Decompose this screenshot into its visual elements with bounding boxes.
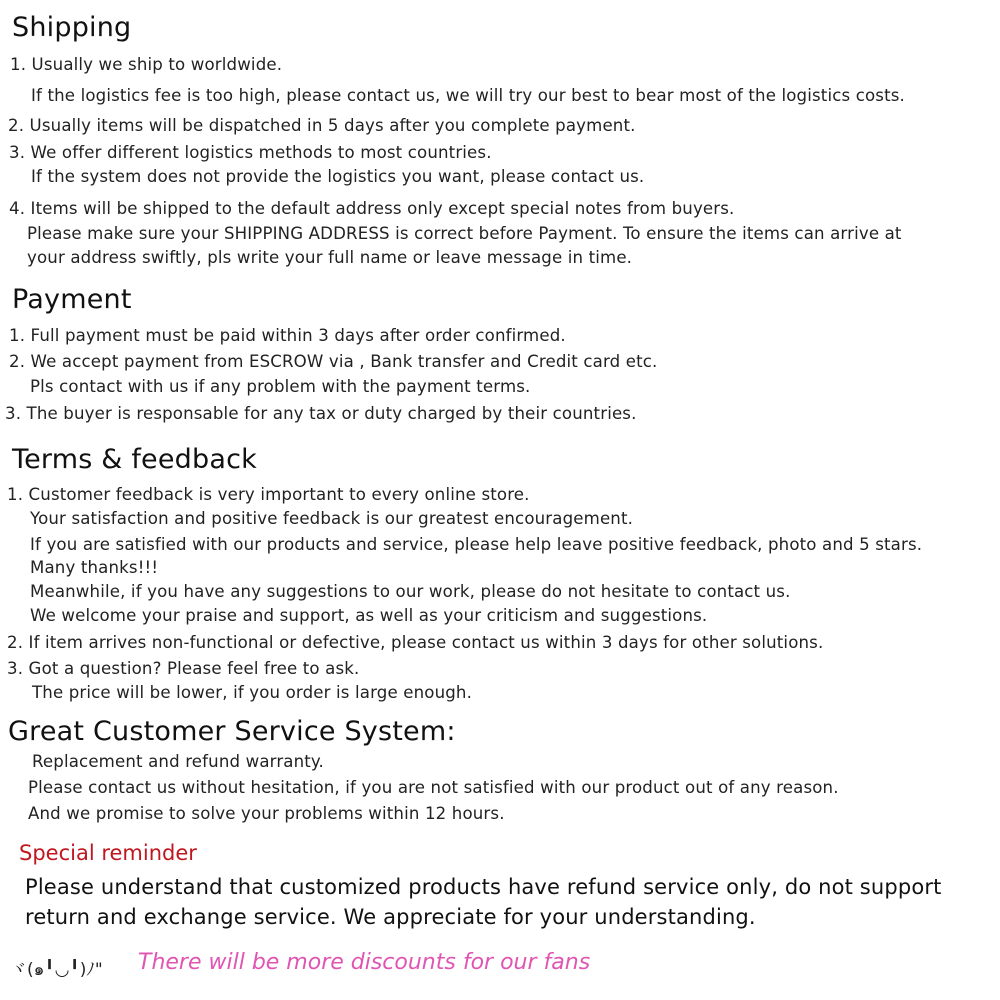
reminder-line-1: Please understand that customized products have refund service only, do not support: [25, 875, 942, 899]
terms-line-1: 1. Customer feedback is very important to every online store.: [7, 485, 530, 504]
shipping-line-4: 3. We offer different logistics methods to most countries.: [9, 143, 492, 162]
terms-line-7: 2. If item arrives non-functional or defective, please contact us within 3 days for other solutions.: [7, 633, 824, 652]
shipping-line-2: If the logistics fee is too high, please contact us, we will try our best to bear most of the logistics costs.: [31, 86, 905, 105]
shipping-line-8: your address swiftly, pls write your full name or leave message in time.: [27, 248, 633, 267]
payment-heading: Payment: [12, 284, 132, 315]
shipping-heading: Shipping: [12, 12, 132, 43]
service-line-2: Please contact us without hesitation, if you are not satisfied with our product out of any reason.: [28, 778, 839, 797]
terms-line-8: 3. Got a question? Please feel free to ask.: [7, 659, 360, 678]
terms-line-4: Many thanks!!!: [30, 558, 159, 577]
service-heading: Great Customer Service System:: [8, 716, 456, 747]
special-reminder-heading: Special reminder: [19, 841, 197, 865]
shipping-line-5: If the system does not provide the logistics you want, please contact us.: [31, 167, 645, 186]
payment-line-3: Pls contact with us if any problem with the payment terms.: [30, 377, 531, 396]
terms-line-6: We welcome your praise and support, as well as your criticism and suggestions.: [30, 606, 708, 625]
terms-line-3: If you are satisfied with our products and service, please help leave positive feedback, photo and 5 stars.: [30, 535, 923, 554]
payment-line-2: 2. We accept payment from ESCROW via , Bank transfer and Credit card etc.: [9, 352, 658, 371]
service-line-1: Replacement and refund warranty.: [32, 752, 324, 771]
service-line-3: And we promise to solve your problems within 12 hours.: [28, 804, 505, 823]
terms-heading: Terms & feedback: [12, 444, 257, 475]
emoticon: ヾ(๑╹◡╹)ﾉ": [10, 960, 103, 980]
terms-line-2: Your satisfaction and positive feedback is our greatest encouragement.: [30, 509, 634, 528]
terms-line-9: The price will be lower, if you order is large enough.: [32, 683, 473, 702]
terms-line-5: Meanwhile, if you have any suggestions to our work, please do not hesitate to contact us.: [30, 582, 791, 601]
shipping-line-6: 4. Items will be shipped to the default address only except special notes from buyers.: [9, 199, 735, 218]
payment-line-4: 3. The buyer is responsable for any tax or duty charged by their countries.: [5, 404, 637, 423]
shipping-line-7: Please make sure your SHIPPING ADDRESS is correct before Payment. To ensure the items can arrive at: [27, 224, 902, 243]
shipping-line-1: 1. Usually we ship to worldwide.: [10, 55, 283, 74]
payment-line-1: 1. Full payment must be paid within 3 days after order confirmed.: [9, 326, 566, 345]
reminder-line-2: return and exchange service. We appreciate for your understanding.: [25, 905, 756, 929]
shipping-line-3: 2. Usually items will be dispatched in 5 days after you complete payment.: [8, 116, 636, 135]
fans-discount-text: There will be more discounts for our fans: [138, 950, 591, 975]
